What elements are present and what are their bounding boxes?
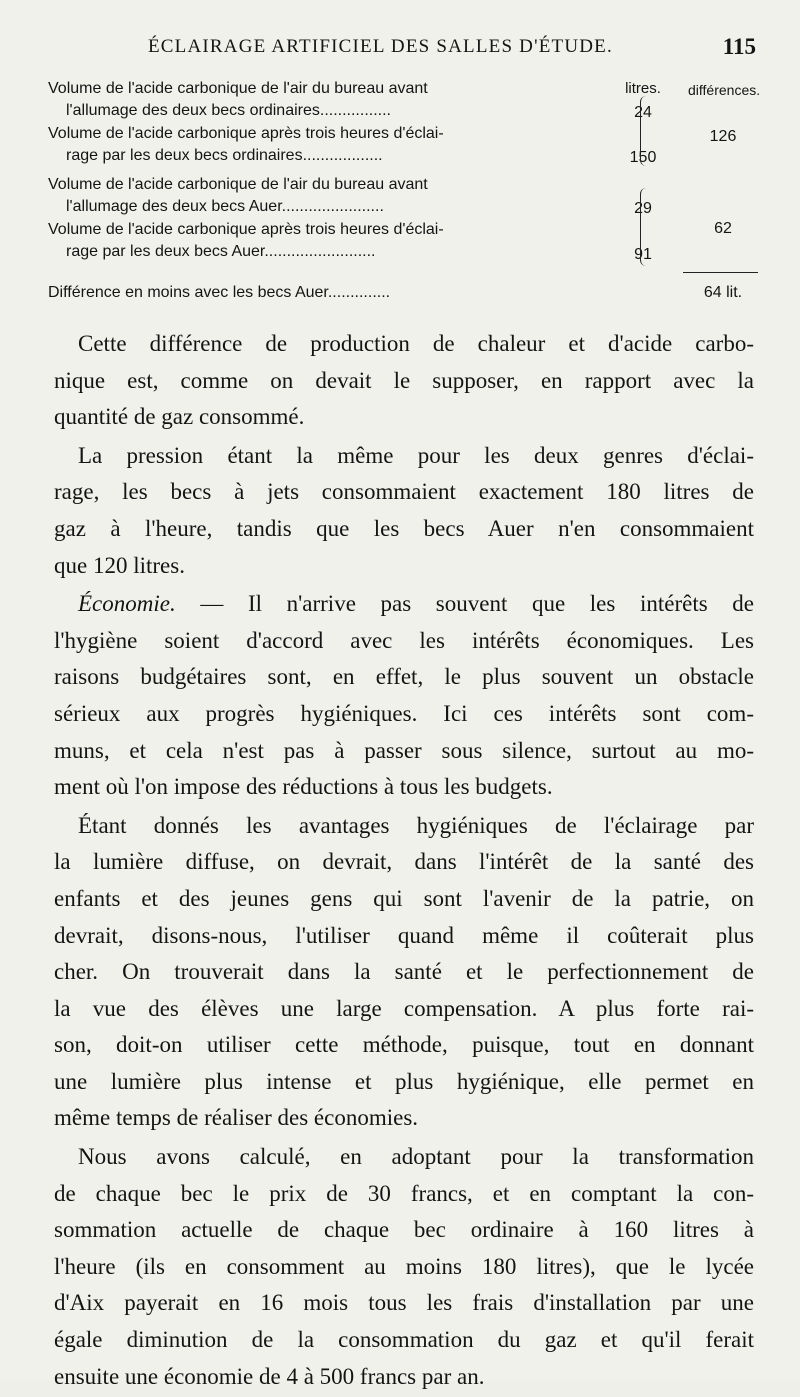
text-line: l'heure (ils en consomment au moins 180 litres), que le lycée [54,1253,754,1279]
table-row-label: l'allumage des deux becs ordinaires................ [66,102,391,119]
difference-auer: 62 [714,220,732,237]
text-line: ensuite une économie de 4 à 500 francs par an. [54,1363,485,1389]
table-row-label: rage par les deux becs ordinaires.................. [66,147,383,164]
summary-value: 64 lit. [703,284,743,301]
paragraph [54,326,754,436]
table-row-value: 24 [634,104,652,121]
text-line: même temps de réaliser des économies. [54,1105,419,1131]
text-line: enfants et des jeunes gens qui sont l'avenir de la patrie, on [54,885,754,911]
paragraph-economie [54,586,754,806]
measurement-table [48,78,761,308]
unit-header: litres. [625,80,661,97]
table-row-label: l'allumage des deux becs Auer....................... [66,198,384,215]
text-line: Étant donnés les avantages hygiéniques de l'éclairage par [78,812,754,838]
body-text [54,326,754,1397]
text-line: d'Aix payerait en 16 mois tous les frais d'installation par une [54,1290,754,1316]
table-row-label: Volume de l'acide carbonique de l'air du bureau avant [48,80,428,97]
running-title: ÉCLAIRAGE ARTIFICIEL DES SALLES D'ÉTUDE. [148,36,613,57]
table-row-value: 150 [629,149,657,166]
differences-header: différences. [688,82,761,98]
text-line: ment où l'on impose des réductions à tous les budgets. [54,774,553,800]
text-line: devrait, disons-nous, l'utiliser quand même il coûterait plus [54,922,754,948]
table-row-value: 29 [634,200,652,217]
text-line: quantité de gaz consommé. [54,404,305,430]
paragraph [54,438,754,584]
text-line: La pression étant la même pour les deux genres d'éclai- [78,442,754,468]
text-line: Économie. — Il n'arrive pas souvent que les intérêts de [78,591,754,617]
text-line: de chaque bec le prix de 30 francs, et en comptant la con- [54,1180,754,1206]
text-line: raisons budgétaires sont, en effet, le plus souvent un obstacle [54,664,754,690]
brace-ordinary [640,96,651,166]
paragraph [54,1139,754,1395]
page-number: 115 [722,34,756,59]
text-line: Cette différence de production de chaleur et d'acide carbo- [78,331,754,356]
text-line: gaz à l'heure, tandis que les becs Auer n'en consommaient [54,515,754,541]
text-line: Nous avons calculé, en adoptant pour la transformation [78,1144,754,1170]
summary-rule [683,272,758,273]
brace-auer [640,188,651,266]
text-line: rage, les becs à jets consommaient exactement 180 litres de [54,479,754,505]
text-line: sommation actuelle de chaque bec ordinaire à 160 litres à [54,1217,754,1243]
table-row-label: rage par les deux becs Auer......................... [66,243,376,260]
table-row-value: 91 [634,246,652,263]
text-line: une lumière plus intense et plus hygiénique, elle permet en [54,1068,754,1094]
text-line: égale diminution de la consommation du gaz et qu'il ferait [54,1327,754,1353]
difference-ordinary: 126 [709,128,737,145]
section-lead-in: Économie. [78,591,176,617]
text-line: son, doit-on utiliser cette méthode, puisque, tout en donnant [54,1032,754,1058]
text-line: cher. On trouverait dans la santé et le perfectionnement de [54,959,754,985]
text-line: la lumière diffuse, on devrait, dans l'intérêt de la santé des [54,849,754,875]
table-row-label: Volume de l'acide carbonique après trois heures d'éclai- [48,125,444,142]
text-line: sérieux aux progrès hygiéniques. Ici ces intérêts sont com- [54,700,754,726]
text-line: nique est, comme on devait le supposer, en rapport avec la [54,367,754,393]
table-row-label: Volume de l'acide carbonique après trois heures d'éclai- [48,221,444,238]
paragraph [54,808,754,1137]
table-row-label: Volume de l'acide carbonique de l'air du bureau avant [48,176,428,193]
text-line: muns, et cela n'est pas à passer sous silence, surtout au mo- [54,737,754,763]
text-line: l'hygiène soient d'accord avec les intérêts économiques. Les [54,627,754,653]
running-header [60,36,760,66]
text-line: la vue des élèves une large compensation. A plus forte rai- [54,995,754,1021]
summary-label: Différence en moins avec les becs Auer.............. [48,284,391,301]
text-line: que 120 litres. [54,552,185,578]
